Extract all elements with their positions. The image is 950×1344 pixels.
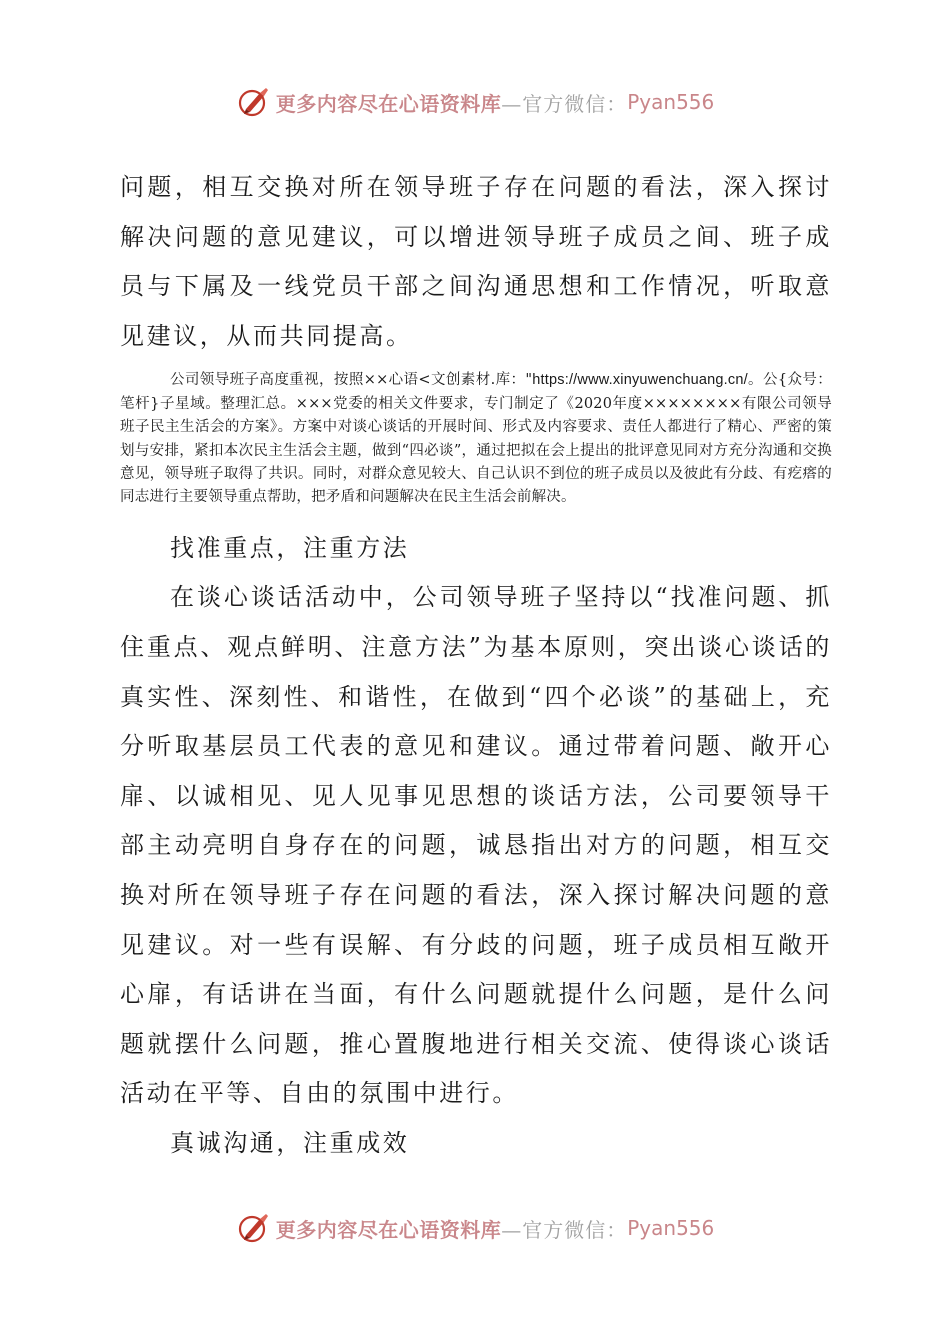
- small-note-text-a: 公司领导班子高度重视，按照××心语<文创素材.库：": [170, 372, 533, 389]
- small-note-paragraph: [120, 369, 832, 509]
- banner-wechat-id: Pyan556: [627, 90, 715, 114]
- section-heading-2: 真诚沟通，注重成效: [170, 1128, 410, 1157]
- footer-banner: [0, 1208, 950, 1248]
- small-note-text-b: 。公{众号：笔杆}子星域。整理汇总。×××党委的相关文件要求，专门制定了《2020年度××××××××有限公司领导班子民主生活会的方案》。方案中对谈心谈话的开展时间、形式及内容要求、责任人都进行了精心、严密的策划与安排，紧扣本次民主生活会主题，做到“四必谈”，通过把拟在会上提出的批评意见同对方充分沟通和交换意见，领导班子取得了共识。同时，对群众意见较大、自己认识不到位的班子成员以及彼此有分歧、有疙瘩的同志进行主要领导重点帮助，把矛盾和问题解决在民主生活会前解决。: [120, 372, 832, 506]
- banner-official-text: —官方微信：: [501, 1217, 628, 1242]
- section-heading-1: 找准重点，注重方法: [170, 533, 410, 562]
- banner-wechat-id: Pyan556: [627, 1216, 715, 1240]
- document-body: [120, 163, 832, 1169]
- pen-logo-icon: [236, 84, 272, 120]
- banner-brand-text: 更多内容尽在心语资料库: [275, 1217, 502, 1242]
- paragraph-2: 在谈心谈话活动中，公司领导班子坚持以“找准问题、抓住重点、观点鲜明、注意方法”为基本原则，突出谈心谈话的真实性、深刻性、和谐性，在做到“四个必谈”的基础上，充分听取基层员工代表的意见和建议。通过带着问题、敞开心扉、以诚相见、见人见事见思想的谈话方法，公司要领导干部主动亮明自身存在的问题，诚恳指出对方的问题，相互交换对所在领导班子存在问题的看法，深入探讨解决问题的意见建议。对一些有误解、有分歧的问题，班子成员相互敞开心扉，有话讲在当面，有什么问题就提什么问题，是什么问题就摆什么问题，推心置腹地进行相关交流、使得谈心谈话活动在平等、自由的氛围中进行。: [120, 583, 832, 1108]
- paragraph-1: 问题，相互交换对所在领导班子存在问题的看法，深入探讨解决问题的意见建议，可以增进领导班子成员之间、班子成员与下属及一线党员干部之间沟通思想和工作情况，听取意见建议，从而共同提高。: [120, 173, 832, 350]
- banner-brand-text: 更多内容尽在心语资料库: [275, 91, 502, 116]
- small-note-url: https://www.xinyuwenchuang.cn/: [532, 372, 748, 389]
- pen-logo-icon: [236, 1210, 272, 1246]
- banner-official-text: —官方微信：: [501, 91, 628, 116]
- header-banner: [0, 82, 950, 122]
